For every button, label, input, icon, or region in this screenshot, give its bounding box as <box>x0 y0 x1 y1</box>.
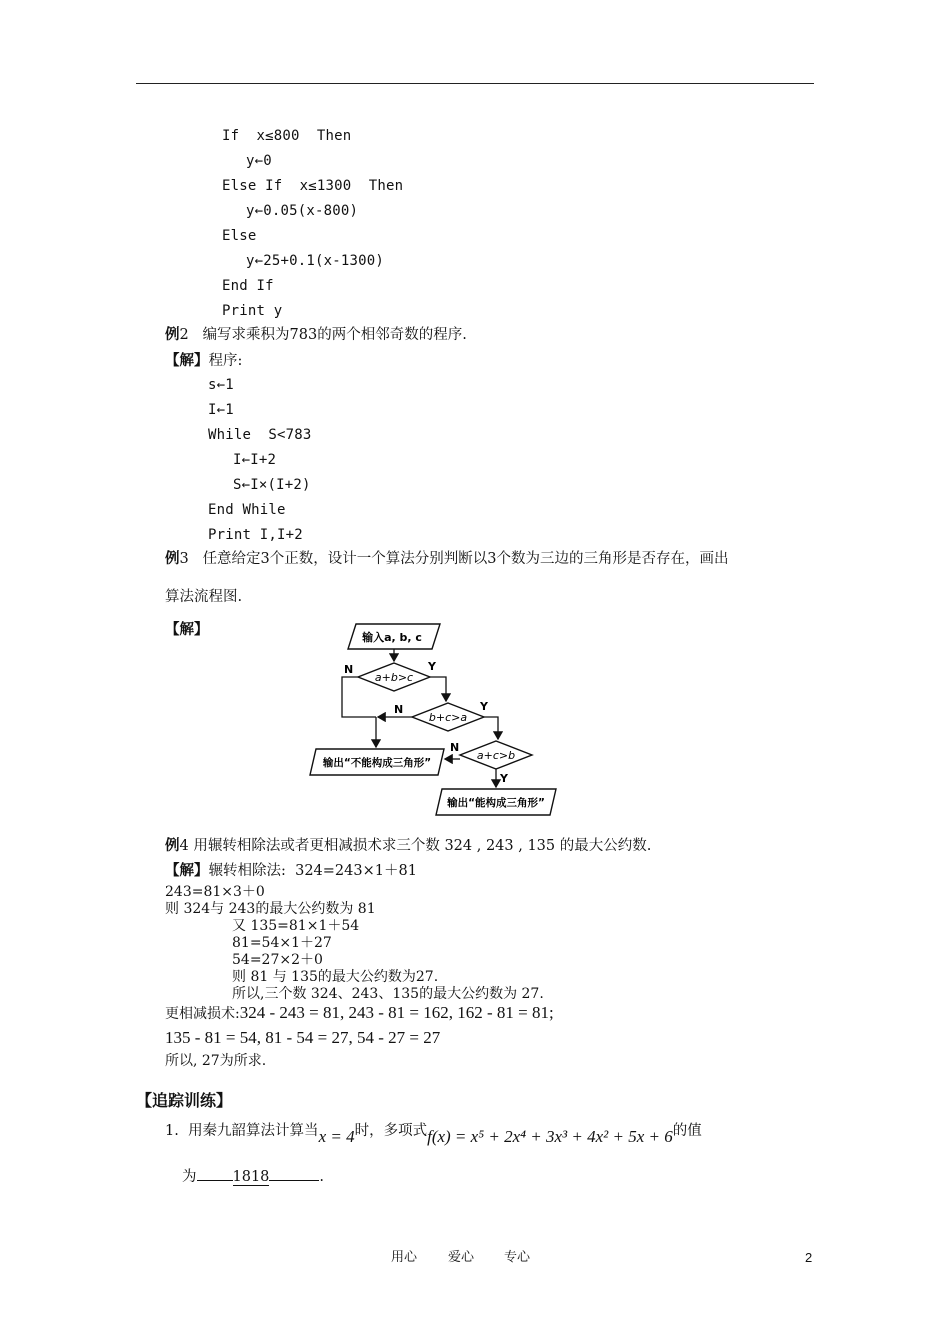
example-2-solution <box>165 354 242 369</box>
code-line: Print y <box>222 303 283 319</box>
code-line: y←0.05(x-800) <box>246 203 359 219</box>
code-line: s←1 <box>208 377 234 393</box>
practice-q1-line-1 <box>165 1121 702 1146</box>
example-label: 例 <box>165 550 180 567</box>
code-line: End If <box>222 278 274 294</box>
practice-heading: 【追踪训练】 <box>136 1091 233 1110</box>
code-line: I←I+2 <box>233 452 277 468</box>
solution-line: 所以,三个数 324、243、135的最大公约数为 27. <box>232 986 544 1002</box>
decision-1-text: a+b>c <box>374 671 414 684</box>
solution-text: 程序: <box>208 353 243 369</box>
subtraction-method-line-1 <box>165 1004 554 1021</box>
example-4-solution <box>165 864 417 879</box>
decision-3-text: a+c>b <box>476 749 516 762</box>
output-yes-text: 输出“能构成三角形” <box>447 797 545 809</box>
answer-blank-left <box>197 1168 233 1181</box>
question-math-x: x = 4 <box>318 1127 355 1146</box>
question-math-poly: f(x) = x⁵ + 2x⁴ + 3x³ + 4x² + 5x + 6 <box>427 1127 673 1146</box>
example-3-text-cont: 算法流程图. <box>165 589 243 605</box>
code-line: If x≤800 Then <box>222 128 352 144</box>
code-line: Else If x≤1300 Then <box>222 178 404 194</box>
example-2-heading <box>165 328 467 343</box>
code-line: I←1 <box>208 402 234 418</box>
question-text-mid: 时，多项式 <box>354 1123 428 1139</box>
code-line: End While <box>208 502 286 518</box>
subtraction-math-1: 324 - 243 = 81, 243 - 81 = 162, 162 - 81 = 81; <box>239 1003 554 1022</box>
solution-line: 54=27×2＋0 <box>232 952 323 968</box>
answer-blank-right <box>269 1168 319 1181</box>
question-text-end: 的值 <box>672 1123 702 1139</box>
footer-motto-3: 专心 <box>504 1250 531 1265</box>
question-prefix: 为 <box>182 1169 197 1185</box>
example-text: 用辗转相除法或者更相减损术求三个数 324 , 243 , 135 的最大公约数. <box>193 838 652 854</box>
question-number: 1. <box>165 1123 179 1139</box>
solution-label: 【解】 <box>165 352 209 369</box>
example-3-solution-label: 【解】 <box>165 621 209 638</box>
decision-3-no: N <box>450 741 460 754</box>
example-number: 3 <box>179 551 189 567</box>
subtraction-math-2: 135 - 81 = 54, 81 - 54 = 27, 54 - 27 = 27 <box>165 1028 441 1047</box>
example-3-heading <box>165 552 729 567</box>
input-text: 输入a, b, c <box>362 631 422 644</box>
decision-1-yes: Y <box>428 660 436 673</box>
footer-motto-2: 爱心 <box>448 1250 475 1265</box>
example-label: 例 <box>165 326 180 343</box>
algorithm-flowchart <box>300 615 570 825</box>
solution-line: 辗转相除法: 324=243×1＋81 <box>208 863 417 879</box>
question-text: 用秦九韶算法计算当 <box>188 1123 319 1139</box>
example-label: 例 <box>165 837 180 854</box>
example-number: 2 <box>179 327 189 343</box>
solution-line: 则 81 与 135的最大公约数为27. <box>232 969 439 985</box>
solution-label: 【解】 <box>165 862 209 879</box>
subtraction-label: 更相减损术: <box>165 1006 240 1022</box>
decision-2-text: b+c>a <box>428 711 468 724</box>
example-4-heading <box>165 839 651 854</box>
code-line: Else <box>222 228 257 244</box>
practice-q1-line-2 <box>182 1168 324 1185</box>
code-line: y←25+0.1(x-1300) <box>246 253 385 269</box>
solution-line: 又 135=81×1＋54 <box>232 918 360 934</box>
code-line: S←I×(I+2) <box>233 477 311 493</box>
example-text: 编写求乘积为783的两个相邻奇数的程序. <box>202 327 467 343</box>
decision-1-no: N <box>344 663 354 676</box>
footer-motto-1: 用心 <box>391 1250 418 1265</box>
code-line: While S<783 <box>208 427 312 443</box>
question-suffix: . <box>319 1169 325 1185</box>
code-line: y←0 <box>246 153 272 169</box>
conclusion-line: 所以, 27为所求. <box>165 1053 267 1069</box>
solution-line: 则 324与 243的最大公约数为 81 <box>165 901 376 917</box>
decision-2-no: N <box>394 703 404 716</box>
solution-line: 243=81×3＋0 <box>165 884 265 900</box>
example-text: 任意给定3个正数，设计一个算法分别判断以3个数为三边的三角形是否存在，画出 <box>202 551 729 567</box>
output-no-text: 输出“不能构成三角形” <box>322 757 432 769</box>
page-number: 2 <box>805 1250 813 1265</box>
header-rule <box>136 83 814 84</box>
code-line: Print I,I+2 <box>208 527 303 543</box>
example-number: 4 <box>179 838 189 854</box>
solution-line: 81=54×1＋27 <box>232 935 332 951</box>
decision-2-yes: Y <box>480 700 488 713</box>
question-answer: 1818 <box>232 1169 270 1185</box>
decision-3-yes: Y <box>500 772 508 785</box>
